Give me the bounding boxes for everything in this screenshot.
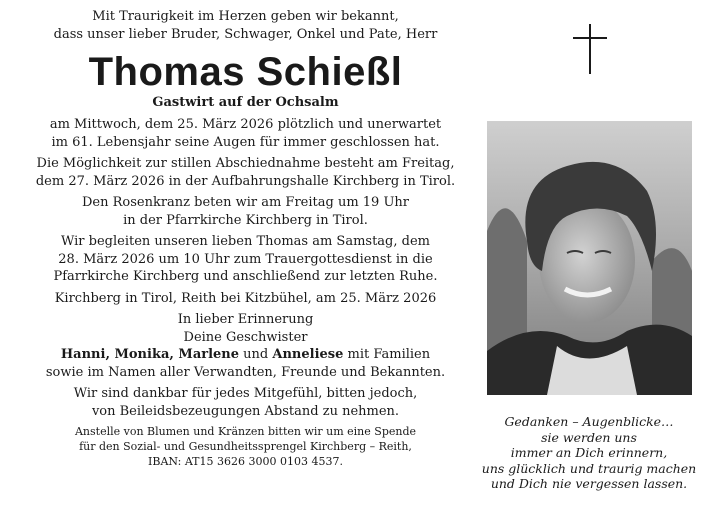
cross-icon <box>573 24 607 74</box>
deceased-name: Thomas Schießl <box>88 50 403 94</box>
intro-text: Mit Traurigkeit im Herzen geben wir bekannt, dass unser lieber Bruder, Schwager, Onkel und Pate, Herr <box>53 9 438 42</box>
viewing-info: Die Möglichkeit zur stillen Abschiednahme besteht am Freitag, dem 27. März 2026 in der Aufbahrungshalle Kirchberg in Tirol. <box>35 156 456 189</box>
place-date: Kirchberg in Tirol, Reith bei Kitzbühel, am 25. März 2026 <box>54 290 437 306</box>
death-announcement: am Mittwoch, dem 25. März 2026 plötzlich und unerwartet im 61. Lebensjahr seine Augen für immer geschlossen hat. <box>49 117 442 150</box>
memory-signature: In lieber Erinnerung Deine Geschwister Hanni, Monika, Marlene und Anneliese mit Familien <box>60 312 431 362</box>
relatives-line: sowie im Namen aller Verwandten, Freunde und Bekannten. <box>45 364 446 380</box>
portrait-illustration <box>487 121 692 395</box>
portrait-photo <box>487 121 692 395</box>
rosary-info: Den Rosenkranz beten wir am Freitag um 19 Uhr in der Pfarrkirche Kirchberg in Tirol. <box>81 195 409 228</box>
sibling-names: Hanni, Monika, Marlene <box>60 347 240 362</box>
memorial-poem: Gedanken – Augenblicke… sie werden uns immer an Dich erinnern, uns glücklich und traurig machen und Dich nie vergessen lassen. <box>481 414 697 491</box>
notice-text-column <box>18 8 473 469</box>
donation-text: Anstelle von Blumen und Kränzen bitten wir um eine Spende für den Sozial- und Gesundheitssprengel Kirchberg – Reith, IBAN: AT15 3626 3000 0103 4537. <box>74 425 417 468</box>
funeral-info: Wir begleiten unseren lieben Thomas am Samstag, dem 28. März 2026 um 10 Uhr zum Trauergottesdienst in die Pfarrkirche Kirchberg und anschließend zur letzten Ruhe. <box>53 234 438 284</box>
thanks-text: Wir sind dankbar für jedes Mitgefühl, bitten jedoch, von Beileidsbezeugungen Abstand zu nehmen. <box>73 386 418 419</box>
occupation: Gastwirt auf der Ochsalm <box>152 95 339 110</box>
sibling-name-last: Anneliese <box>272 347 344 362</box>
